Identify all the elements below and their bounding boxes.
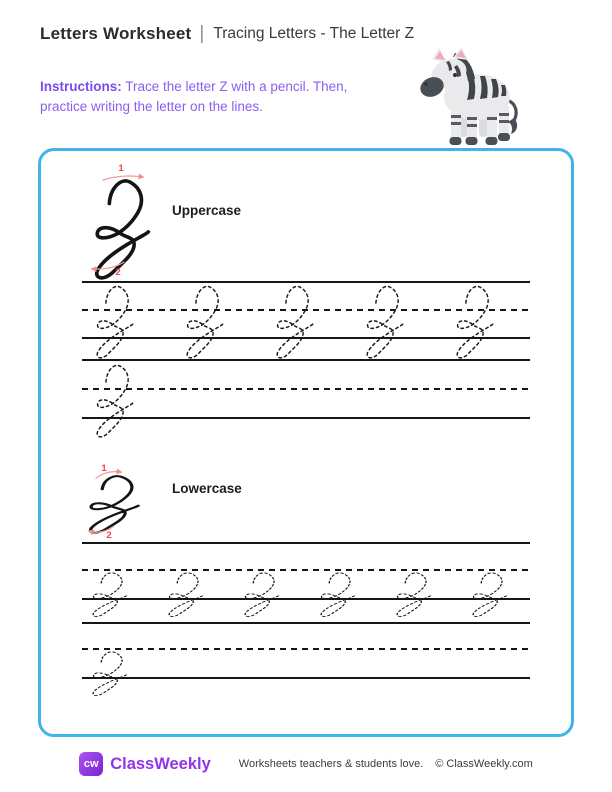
footer-copyright: © ClassWeekly.com xyxy=(435,758,533,770)
uppercase-trace-row-1 xyxy=(92,282,532,366)
page-subtitle: Tracing Letters - The Letter Z xyxy=(213,25,415,42)
stroke-order-2: 2 xyxy=(106,530,112,541)
trace-letter xyxy=(97,286,133,357)
trace-letter xyxy=(321,573,354,617)
trace-letter xyxy=(93,573,126,617)
lowercase-trace-row-1 xyxy=(88,570,536,622)
uppercase-display-letter xyxy=(86,156,166,286)
trace-letter xyxy=(169,573,202,617)
trace-letter xyxy=(245,573,278,617)
stroke-order-1: 1 xyxy=(118,163,124,174)
trace-letter xyxy=(187,286,223,357)
lowercase-label: Lowercase xyxy=(172,481,242,496)
page-title: Letters Worksheet xyxy=(40,24,192,43)
brand-name: ClassWeekly xyxy=(110,754,211,773)
instructions-body: Trace the letter Z with a pencil. Then, practice writing the letter on the lines. xyxy=(40,79,348,114)
trace-letter xyxy=(397,573,430,617)
uppercase-trace-row-2 xyxy=(92,361,192,445)
trace-letter xyxy=(93,652,126,696)
uppercase-label: Uppercase xyxy=(172,203,242,218)
instructions-text xyxy=(40,77,382,116)
stroke-order-2: 2 xyxy=(115,267,121,278)
writing-line-top xyxy=(82,542,530,544)
trace-letter xyxy=(457,286,493,357)
trace-letter xyxy=(277,286,313,357)
writing-line-top xyxy=(82,622,530,624)
trace-letter xyxy=(473,573,506,617)
lowercase-display-letter xyxy=(84,456,164,548)
footer-tagline: Worksheets teachers & students love. xyxy=(238,758,424,770)
title-divider: | xyxy=(199,23,205,44)
zebra-illustration-icon xyxy=(415,45,527,149)
trace-letter xyxy=(97,365,133,436)
worksheet-panel xyxy=(38,148,574,737)
trace-letter xyxy=(367,286,403,357)
classweekly-logo-icon: cw xyxy=(79,752,103,776)
stroke-order-1: 1 xyxy=(101,463,107,474)
header xyxy=(40,23,414,45)
lowercase-trace-row-2 xyxy=(88,649,188,701)
footer xyxy=(0,752,612,776)
instructions-label: Instructions: xyxy=(40,79,122,94)
